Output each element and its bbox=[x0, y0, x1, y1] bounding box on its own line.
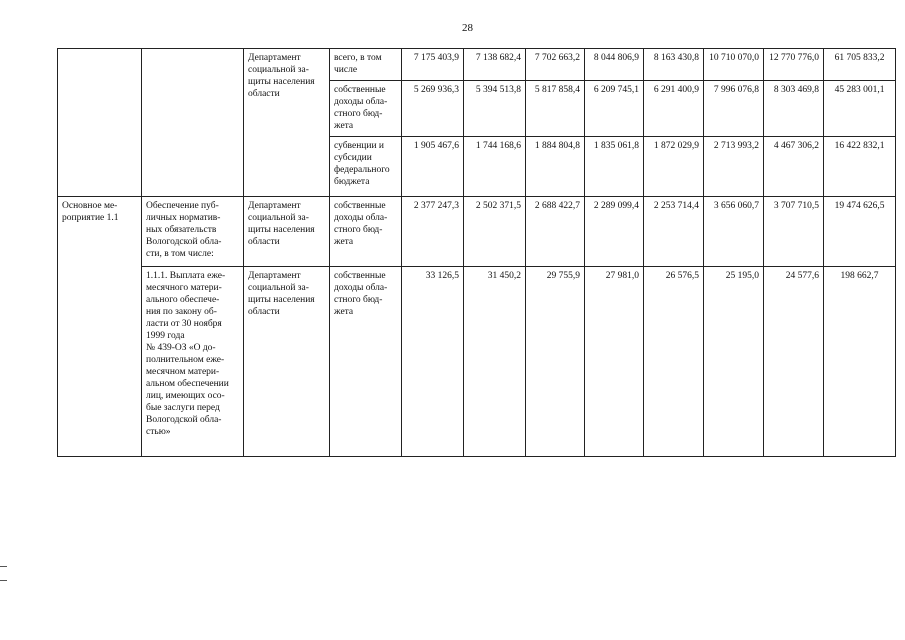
name-cell bbox=[142, 49, 244, 197]
value-cell: 16 422 832,1 bbox=[824, 137, 896, 197]
value-cell: 29 755,9 bbox=[526, 267, 585, 457]
value-cell: 24 577,6 bbox=[764, 267, 824, 457]
value-cell: 4 467 306,2 bbox=[764, 137, 824, 197]
value-cell: 2 688 422,7 bbox=[526, 197, 585, 267]
table-row bbox=[58, 267, 896, 457]
value-cell: 31 450,2 bbox=[464, 267, 526, 457]
value-cell: 8 044 806,9 bbox=[585, 49, 644, 81]
executor-cell: Департамент социальной за- щиты населения области bbox=[244, 49, 330, 197]
value-cell: 7 175 403,9 bbox=[402, 49, 464, 81]
source-cell: собственные доходы обла- стного бюд- жета bbox=[330, 81, 402, 137]
value-cell: 198 662,7 bbox=[824, 267, 896, 457]
table-row bbox=[58, 49, 896, 81]
name-cell: Обеспечение пуб- личных норматив- ных обязательств Вологодской обла- сти, в том числе: bbox=[142, 197, 244, 267]
source-cell: собственные доходы обла- стного бюд- жета bbox=[330, 197, 402, 267]
status-cell: Основное ме- роприятие 1.1 bbox=[58, 197, 142, 457]
value-cell: 26 576,5 bbox=[644, 267, 704, 457]
source-cell: собственные доходы обла- стного бюд- жета bbox=[330, 267, 402, 457]
value-cell: 33 126,5 bbox=[402, 267, 464, 457]
value-cell: 6 291 400,9 bbox=[644, 81, 704, 137]
value-cell: 5 269 936,3 bbox=[402, 81, 464, 137]
value-cell: 1 905 467,6 bbox=[402, 137, 464, 197]
value-cell: 25 195,0 bbox=[704, 267, 764, 457]
value-cell: 1 884 804,8 bbox=[526, 137, 585, 197]
value-cell: 7 138 682,4 bbox=[464, 49, 526, 81]
value-cell: 1 835 061,8 bbox=[585, 137, 644, 197]
value-cell: 2 713 993,2 bbox=[704, 137, 764, 197]
executor-cell: Департамент социальной за- щиты населения области bbox=[244, 267, 330, 457]
value-cell: 2 377 247,3 bbox=[402, 197, 464, 267]
source-cell: всего, в том числе bbox=[330, 49, 402, 81]
value-cell: 2 502 371,5 bbox=[464, 197, 526, 267]
table-row bbox=[58, 197, 896, 267]
value-cell: 5 394 513,8 bbox=[464, 81, 526, 137]
value-cell: 7 702 663,2 bbox=[526, 49, 585, 81]
margin-mark bbox=[0, 566, 7, 567]
value-cell: 6 209 745,1 bbox=[585, 81, 644, 137]
value-cell: 3 656 060,7 bbox=[704, 197, 764, 267]
value-cell: 19 474 626,5 bbox=[824, 197, 896, 267]
value-cell: 1 744 168,6 bbox=[464, 137, 526, 197]
name-cell: 1.1.1. Выплата еже- месячного матери- ального обеспече- ния по закону об- ласти от 30 ноября 1999 года № 439-ОЗ «О до- полнительном еже- месячном матери- альном обеспечении лиц, имеющих осо- бые заслуги перед Вологодской обла- стью» bbox=[142, 267, 244, 457]
value-cell: 8 163 430,8 bbox=[644, 49, 704, 81]
budget-table bbox=[57, 48, 896, 457]
value-cell: 10 710 070,0 bbox=[704, 49, 764, 81]
value-cell: 12 770 776,0 bbox=[764, 49, 824, 81]
value-cell: 1 872 029,9 bbox=[644, 137, 704, 197]
value-cell: 61 705 833,2 bbox=[824, 49, 896, 81]
value-cell: 7 996 076,8 bbox=[704, 81, 764, 137]
value-cell: 2 289 099,4 bbox=[585, 197, 644, 267]
page-number: 28 bbox=[462, 22, 473, 34]
value-cell: 45 283 001,1 bbox=[824, 81, 896, 137]
value-cell: 3 707 710,5 bbox=[764, 197, 824, 267]
status-cell bbox=[58, 49, 142, 197]
source-cell: субвенции и субсидии федерального бюджета bbox=[330, 137, 402, 197]
value-cell: 2 253 714,4 bbox=[644, 197, 704, 267]
margin-mark bbox=[0, 580, 7, 581]
executor-cell: Департамент социальной за- щиты населения области bbox=[244, 197, 330, 267]
value-cell: 8 303 469,8 bbox=[764, 81, 824, 137]
value-cell: 27 981,0 bbox=[585, 267, 644, 457]
value-cell: 5 817 858,4 bbox=[526, 81, 585, 137]
